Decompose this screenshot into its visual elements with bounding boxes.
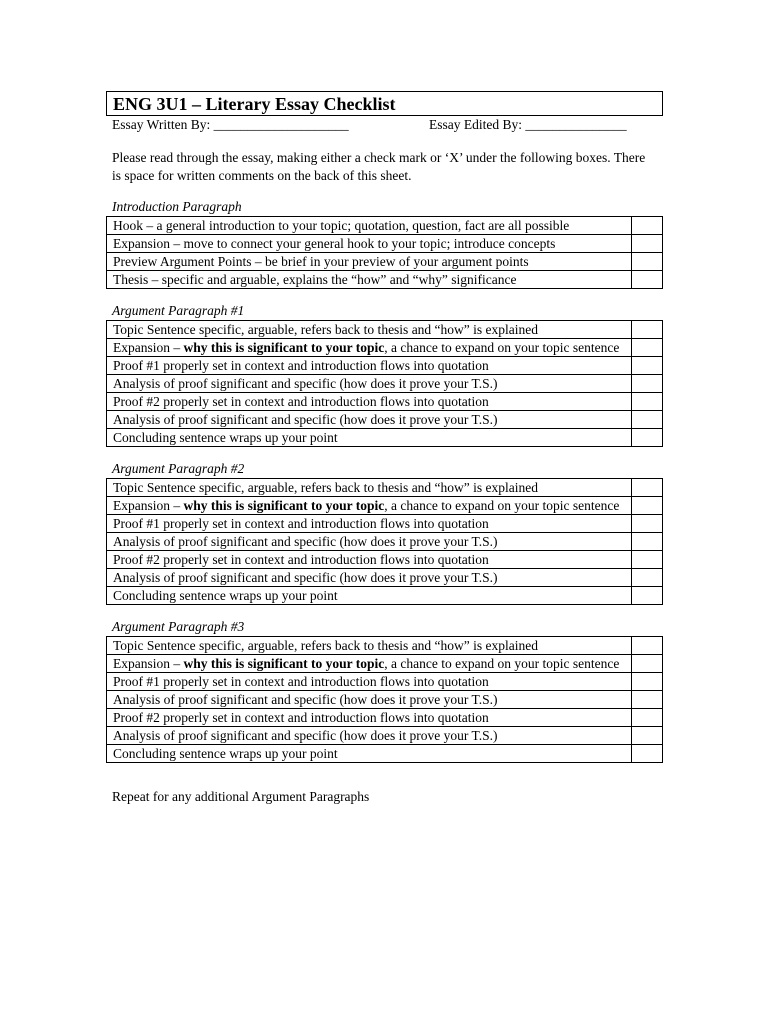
criterion-emphasis: why this is significant to your topic	[183, 340, 385, 355]
criterion-text-part: Expansion – move to connect your general hook to your topic; introduce concepts	[113, 236, 556, 251]
checklist-row	[107, 217, 663, 235]
criterion-text	[107, 235, 632, 253]
checklist-row	[107, 393, 663, 411]
check-box[interactable]	[632, 551, 663, 569]
criterion-text-part: Concluding sentence wraps up your point	[113, 746, 338, 761]
criterion-text	[107, 357, 632, 375]
checklist-table	[106, 636, 663, 763]
criterion-text	[107, 375, 632, 393]
criterion-text-part: Concluding sentence wraps up your point	[113, 588, 338, 603]
criterion-text	[107, 253, 632, 271]
criterion-text-part: Analysis of proof significant and specific (how does it prove your T.S.)	[113, 728, 498, 743]
check-box[interactable]	[632, 235, 663, 253]
instructions-text: Please read through the essay, making either a check mark or ‘X’ under the following boxes. There is space for written comments on the back of this sheet.	[112, 150, 646, 183]
check-box[interactable]	[632, 655, 663, 673]
checklist-sections	[106, 198, 663, 763]
criterion-text	[107, 569, 632, 587]
checklist-row	[107, 479, 663, 497]
checklist-row	[107, 339, 663, 357]
check-box[interactable]	[632, 321, 663, 339]
criterion-text-part: Preview Argument Points – be brief in your preview of your argument points	[113, 254, 529, 269]
checklist-row	[107, 551, 663, 569]
checklist-row	[107, 411, 663, 429]
checklist-page	[106, 91, 663, 806]
criterion-text	[107, 551, 632, 569]
criterion-text-part: Analysis of proof significant and specific (how does it prove your T.S.)	[113, 376, 498, 391]
check-box[interactable]	[632, 745, 663, 763]
section-title: Introduction Paragraph	[112, 199, 242, 214]
checklist-row	[107, 691, 663, 709]
criterion-text-part: Analysis of proof significant and specific (how does it prove your T.S.)	[113, 534, 498, 549]
criterion-text-part: Concluding sentence wraps up your point	[113, 430, 338, 445]
check-box[interactable]	[632, 411, 663, 429]
check-box[interactable]	[632, 357, 663, 375]
checklist-row	[107, 429, 663, 447]
criterion-text-part: Proof #2 properly set in context and introduction flows into quotation	[113, 394, 489, 409]
checklist-row	[107, 533, 663, 551]
checklist-row	[107, 515, 663, 533]
check-box[interactable]	[632, 727, 663, 745]
check-box[interactable]	[632, 375, 663, 393]
check-box[interactable]	[632, 479, 663, 497]
criterion-text	[107, 339, 632, 357]
criterion-text	[107, 321, 632, 339]
checklist-row	[107, 271, 663, 289]
section-title: Argument Paragraph #2	[112, 461, 245, 476]
check-box[interactable]	[632, 587, 663, 605]
criterion-text	[107, 655, 632, 673]
checklist-row	[107, 357, 663, 375]
section-title: Argument Paragraph #3	[112, 619, 245, 634]
criterion-text-part: Topic Sentence specific, arguable, refers back to thesis and “how” is explained	[113, 480, 539, 495]
check-box[interactable]	[632, 393, 663, 411]
checklist-row	[107, 727, 663, 745]
checklist-row	[107, 709, 663, 727]
criterion-text	[107, 709, 632, 727]
criterion-emphasis: why this is significant to your topic	[183, 656, 385, 671]
byline	[106, 116, 663, 134]
check-box[interactable]	[632, 217, 663, 235]
criterion-text	[107, 691, 632, 709]
check-box[interactable]	[632, 253, 663, 271]
check-box[interactable]	[632, 569, 663, 587]
criterion-text-part: , a chance to expand on your topic sentence	[384, 656, 620, 671]
criterion-text-part: Proof #2 properly set in context and introduction flows into quotation	[113, 710, 489, 725]
criterion-text-part: Topic Sentence specific, arguable, refers back to thesis and “how” is explained	[113, 638, 539, 653]
check-box[interactable]	[632, 339, 663, 357]
criterion-text-part: Analysis of proof significant and specific (how does it prove your T.S.)	[113, 570, 498, 585]
essay-edited-by-field[interactable]: Essay Edited By: _______________	[429, 117, 627, 132]
footer-note: Repeat for any additional Argument Paragraphs	[112, 789, 370, 804]
criterion-text-part: , a chance to expand on your topic sentence	[384, 340, 620, 355]
criterion-text	[107, 637, 632, 655]
check-box[interactable]	[632, 497, 663, 515]
criterion-text-part: Analysis of proof significant and specific (how does it prove your T.S.)	[113, 412, 498, 427]
criterion-text-part: Proof #1 properly set in context and introduction flows into quotation	[113, 358, 489, 373]
criterion-text	[107, 727, 632, 745]
check-box[interactable]	[632, 533, 663, 551]
criterion-text	[107, 673, 632, 691]
criterion-text	[107, 271, 632, 289]
checklist-row	[107, 569, 663, 587]
checklist-row	[107, 253, 663, 271]
page-title: ENG 3U1 – Literary Essay Checklist	[106, 91, 663, 116]
check-box[interactable]	[632, 691, 663, 709]
checklist-row	[107, 235, 663, 253]
check-box[interactable]	[632, 429, 663, 447]
checklist-row	[107, 637, 663, 655]
check-box[interactable]	[632, 709, 663, 727]
checklist-table	[106, 320, 663, 447]
criterion-emphasis: why this is significant to your topic	[183, 498, 385, 513]
check-box[interactable]	[632, 515, 663, 533]
criterion-text-part: Proof #2 properly set in context and introduction flows into quotation	[113, 552, 489, 567]
checklist-row	[107, 673, 663, 691]
criterion-text	[107, 479, 632, 497]
checklist-table	[106, 478, 663, 605]
criterion-text	[107, 429, 632, 447]
criterion-text	[107, 745, 632, 763]
checklist-row	[107, 655, 663, 673]
checklist-row	[107, 321, 663, 339]
essay-written-by-field[interactable]: Essay Written By: ____________________	[112, 117, 349, 132]
criterion-text	[107, 393, 632, 411]
criterion-text	[107, 515, 632, 533]
checklist-row	[107, 497, 663, 515]
criterion-text	[107, 411, 632, 429]
criterion-text-part: Expansion –	[113, 498, 184, 513]
criterion-text-part: Thesis – specific and arguable, explains the “how” and “why” significance	[113, 272, 517, 287]
checklist-row	[107, 587, 663, 605]
criterion-text	[107, 533, 632, 551]
checklist-row	[107, 375, 663, 393]
criterion-text-part: Topic Sentence specific, arguable, refers back to thesis and “how” is explained	[113, 322, 539, 337]
check-box[interactable]	[632, 637, 663, 655]
criterion-text-part: Analysis of proof significant and specific (how does it prove your T.S.)	[113, 692, 498, 707]
criterion-text-part: Proof #1 properly set in context and introduction flows into quotation	[113, 516, 489, 531]
criterion-text-part: Proof #1 properly set in context and introduction flows into quotation	[113, 674, 489, 689]
checklist-table	[106, 216, 663, 289]
criterion-text-part: Expansion –	[113, 656, 184, 671]
checklist-row	[107, 745, 663, 763]
check-box[interactable]	[632, 271, 663, 289]
criterion-text-part: Hook – a general introduction to your topic; quotation, question, fact are all possible	[113, 218, 570, 233]
check-box[interactable]	[632, 673, 663, 691]
criterion-text-part: Expansion –	[113, 340, 184, 355]
section-title: Argument Paragraph #1	[112, 303, 245, 318]
criterion-text-part: , a chance to expand on your topic sentence	[384, 498, 620, 513]
criterion-text	[107, 217, 632, 235]
criterion-text	[107, 587, 632, 605]
criterion-text	[107, 497, 632, 515]
